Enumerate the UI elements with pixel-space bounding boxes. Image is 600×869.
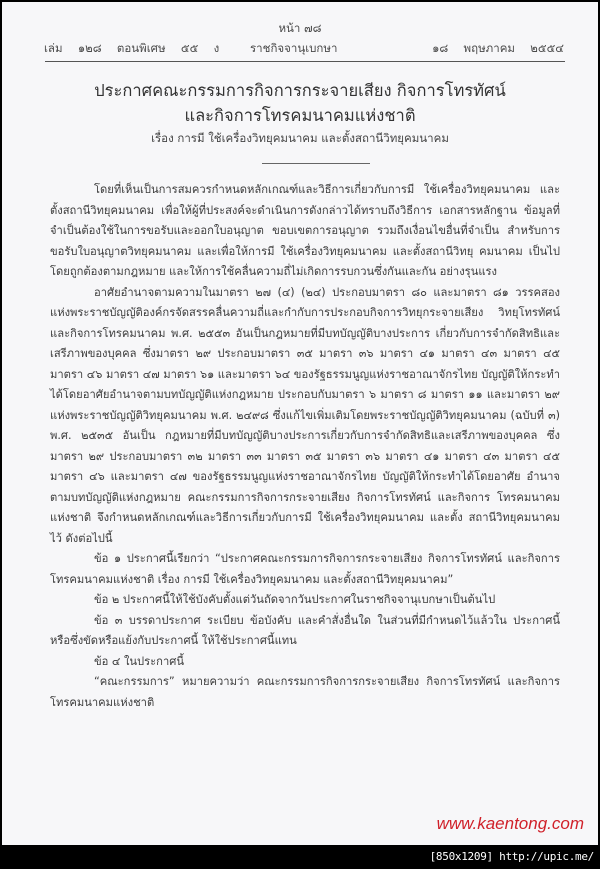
document-page [2,2,598,845]
definition-committee: “คณะกรรมการ” หมายความว่า คณะกรรมการกิจการกระจายเสียง กิจการโทรทัศน์ และกิจการโทรคมนาคมแห่งชาติ [50,675,560,709]
announcement-body [50,180,560,713]
volume-issue: เล่ม ๑๒๘ ตอนพิเศษ ๕๕ ง [44,41,220,55]
title-divider [262,163,370,164]
clause-2: ข้อ ๒ ประกาศนี้ให้ใช้บังคับตั้งแต่วันถัดจากวันประกาศในราชกิจจานุเบกษาเป็นต้นไป [94,593,496,606]
clause-4: ข้อ ๔ ในประกาศนี้ [94,654,184,668]
image-host-caption: [850x1209] http://upic.me/ [429,850,594,863]
clause-1: ข้อ ๑ ประกาศนี้เรียกว่า “ประกาศคณะกรรมการกิจการกระจายเสียง กิจการโทรทัศน์ และกิจการโทรคมนาคมแห่งชาติ เรื่อง การมี ใช้เครื่องวิทยุคมนาคม และตั้งสถานีวิทยุคมนาคม” [50,552,560,586]
announcement-title-line1: ประกาศคณะกรรมการกิจการกระจายเสียง กิจการโทรทัศน์ [94,81,506,100]
header-divider [45,61,565,62]
page-number: หน้า ๗๘ [278,21,322,35]
preamble-paragraph: โดยที่เห็นเป็นการสมควรกำหนดหลักเกณฑ์และวิธีการเกี่ยวกับการมี ใช้เครื่องวิทยุคมนาคม และตั้งสถานีวิทยุคมนาคม เพื่อให้ผู้ที่ประสงค์จะดำเนินการดังกล่าวได้ทราบถึงวิธีการ เอกสารหลักฐาน ข้อมูลที่จำเป็นต้องใช้ในการขอรับและออกใบอนุญาต ขอบเขตการอนุญาต รวมถึงเงื่อนไขอื่นที่จำเป็น สำหรับการขอรับใบอนุญาตวิทยุคมนาคม และเพื่อให้การมี ใช้เครื่องวิทยุคมนาคม และตั้งสถานีวิทยุ คมนาคม เป็นไปโดยถูกต้องตามกฎหมาย และให้การใช้คลื่นความถี่ไม่เกิดการรบกวนซึ่งกันและกัน อย่างรุนแรง [50,183,560,278]
site-watermark: www.kaentong.com [436,814,584,833]
publication-name: ราชกิจจานุเบกษา [250,41,338,55]
announcement-title-line2: และกิจการโทรคมนาคมแห่งชาติ [184,106,416,125]
image-host-footer [0,846,600,869]
announcement-subject: เรื่อง การมี ใช้เครื่องวิทยุคมนาคม และตั้งสถานีวิทยุคมนาคม [151,131,449,145]
authority-paragraph: อาศัยอำนาจตามความในมาตรา ๒๗ (๔) (๒๔) ประกอบมาตรา ๘๐ และมาตรา ๘๑ วรรคสอง แห่งพระราชบัญญัติองค์กรจัดสรรคลื่นความถี่และกำกับการประกอบกิจการวิทยุกระจายเสียง วิทยุโทรทัศน์ และกิจการโทรคมนาคม พ.ศ. ๒๕๕๓ อันเป็นกฎหมายที่มีบทบัญญัติบางประการ เกี่ยวกับการจำกัดสิทธิและเสรีภาพของบุคคล ซึ่งมาตรา ๒๙ ประกอบมาตรา ๓๕ มาตรา ๓๖ มาตรา ๔๑ มาตรา ๔๓ มาตรา ๔๕ มาตรา ๔๖ มาตรา ๔๗ มาตรา ๖๑ และมาตรา ๖๔ ของรัฐธรรมนูญแห่งราชอาณาจักรไทย บัญญัติให้กระทำได้โดยอาศัยอำนาจตามบทบัญญัติแห่งกฎหมาย ประกอบกับมาตรา ๖ มาตรา ๘ มาตรา ๑๑ และมาตรา ๒๙ แห่งพระราชบัญญัติวิทยุคมนาคม พ.ศ. ๒๔๙๘ ซึ่งแก้ไขเพิ่มเติมโดยพระราชบัญญัติวิทยุคมนาคม (ฉบับที่ ๓) พ.ศ. ๒๕๓๕ อันเป็น กฎหมายที่มีบทบัญญัติบางประการเกี่ยวกับการจำกัดสิทธิและเสรีภาพของบุคคล ซึ่งมาตรา ๒๙ ประกอบมาตรา ๓๒ มาตรา ๓๓ มาตรา ๓๕ มาตรา ๓๖ มาตรา ๔๑ มาตรา ๔๓ มาตรา ๔๕ มาตรา ๔๖ และมาตรา ๔๗ ของรัฐธรรมนูญแห่งราชอาณาจักรไทย บัญญัติให้กระทำได้โดยอาศัย อำนาจตามบทบัญญัติแห่งกฎหมาย คณะกรรมการกิจการกระจายเสียง กิจการโทรทัศน์ และกิจการ โทรคมนาคมแห่งชาติ จึงกำหนดหลักเกณฑ์และวิธีการเกี่ยวกับการมี ใช้เครื่องวิทยุคมนาคม และตั้ง สถานีวิทยุคมนาคมไว้ ดังต่อไปนี้ [50,285,560,545]
gazette-header [44,40,564,56]
clause-3: ข้อ ๓ บรรดาประกาศ ระเบียบ ข้อบังคับ และคำสั่งอื่นใด ในส่วนที่มีกำหนดไว้แล้วใน ประกาศนี้ หรือซึ่งขัดหรือแย้งกับประกาศนี้ ให้ใช้ประกาศนี้แทน [50,613,560,647]
publication-date: ๑๘ พฤษภาคม ๒๕๕๔ [432,41,564,55]
